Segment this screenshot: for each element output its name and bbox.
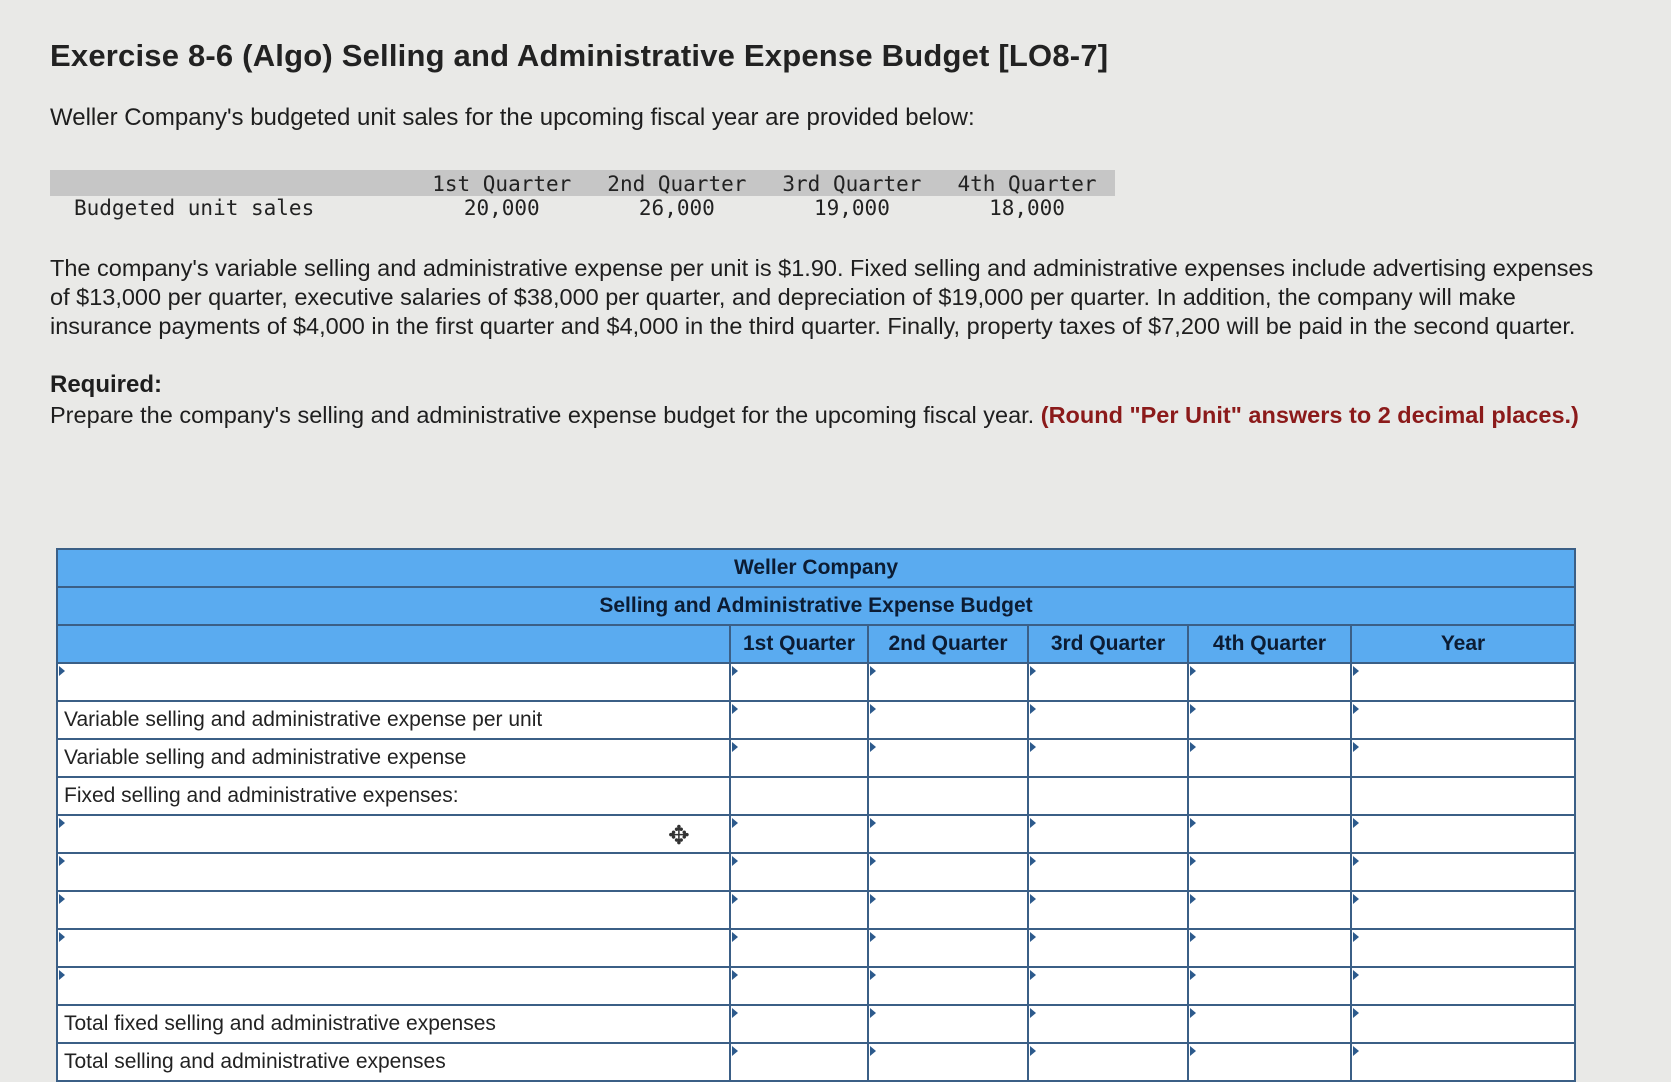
input-marker-icon xyxy=(1030,666,1036,676)
input-marker-icon xyxy=(1353,1008,1359,1018)
unit-sales-q3-header: 3rd Quarter xyxy=(782,172,922,196)
row-label: Variable selling and administrative expense xyxy=(57,739,730,777)
exercise-content xyxy=(50,38,1630,429)
answer-input[interactable] xyxy=(730,701,868,739)
col-header-q1: 1st Quarter xyxy=(730,625,868,663)
row-label-dropdown[interactable] xyxy=(57,663,730,701)
answer-input[interactable] xyxy=(1351,663,1575,701)
answer-input[interactable] xyxy=(1188,663,1351,701)
input-marker-icon xyxy=(870,1046,876,1056)
answer-input[interactable] xyxy=(868,701,1028,739)
input-marker-icon xyxy=(1030,1008,1036,1018)
input-marker-icon xyxy=(870,970,876,980)
answer-input[interactable] xyxy=(1028,967,1188,1005)
answer-input[interactable] xyxy=(868,1005,1028,1043)
answer-input[interactable] xyxy=(1351,929,1575,967)
input-marker-icon xyxy=(732,970,738,980)
row-label: Total selling and administrative expenses xyxy=(57,1043,730,1081)
answer-input[interactable] xyxy=(730,929,868,967)
dropdown-marker-icon xyxy=(59,818,65,828)
input-marker-icon xyxy=(732,932,738,942)
input-marker-icon xyxy=(732,704,738,714)
input-marker-icon xyxy=(1353,742,1359,752)
answer-input[interactable] xyxy=(1351,1005,1575,1043)
table-row xyxy=(57,663,1575,701)
table-row xyxy=(57,815,1575,853)
input-marker-icon xyxy=(1353,818,1359,828)
answer-input[interactable] xyxy=(1028,891,1188,929)
input-marker-icon xyxy=(732,894,738,904)
input-marker-icon xyxy=(1353,856,1359,866)
input-marker-icon xyxy=(870,818,876,828)
answer-input[interactable] xyxy=(868,967,1028,1005)
unit-sales-q3: 19,000 xyxy=(813,196,890,220)
input-marker-icon xyxy=(1030,704,1036,714)
dropdown-marker-icon xyxy=(59,932,65,942)
answer-input[interactable] xyxy=(1188,853,1351,891)
input-marker-icon xyxy=(732,1046,738,1056)
unit-sales-q4-header: 4th Quarter xyxy=(957,172,1097,196)
answer-input[interactable] xyxy=(868,1043,1028,1081)
col-header-q4: 4th Quarter xyxy=(1188,625,1351,663)
table-row xyxy=(57,967,1575,1005)
answer-input[interactable] xyxy=(1028,815,1188,853)
input-marker-icon xyxy=(1030,894,1036,904)
unit-sales-q4: 18,000 xyxy=(989,196,1065,220)
answer-input[interactable] xyxy=(1188,891,1351,929)
input-marker-icon xyxy=(870,666,876,676)
required-instruction: Prepare the company's selling and administrative expense budget for the upcoming fiscal year. xyxy=(50,402,1035,428)
input-marker-icon xyxy=(1190,742,1196,752)
answer-input[interactable] xyxy=(1351,967,1575,1005)
table-row xyxy=(57,929,1575,967)
answer-input[interactable] xyxy=(1188,739,1351,777)
table-row xyxy=(57,1043,1575,1081)
dropdown-marker-icon xyxy=(59,666,65,676)
budget-title: Selling and Administrative Expense Budget xyxy=(57,587,1575,625)
input-marker-icon xyxy=(870,856,876,866)
answer-input[interactable] xyxy=(868,853,1028,891)
row-label-dropdown[interactable] xyxy=(57,891,730,929)
col-header-q2: 2nd Quarter xyxy=(868,625,1028,663)
answer-input[interactable] xyxy=(1351,891,1575,929)
input-marker-icon xyxy=(1190,1008,1196,1018)
answer-input[interactable] xyxy=(1188,1043,1351,1081)
input-marker-icon xyxy=(1190,894,1196,904)
input-marker-icon xyxy=(1030,742,1036,752)
input-marker-icon xyxy=(1030,970,1036,980)
page-title: Exercise 8-6 (Algo) Selling and Administrative Expense Budget [LO8-7] xyxy=(50,38,1109,73)
row-label: Variable selling and administrative expense per unit xyxy=(57,701,730,739)
answer-input[interactable] xyxy=(730,1043,868,1081)
answer-input[interactable] xyxy=(868,815,1028,853)
answer-input[interactable] xyxy=(1188,967,1351,1005)
required-heading: Required: xyxy=(50,371,163,398)
answer-input[interactable] xyxy=(1351,1043,1575,1081)
unit-sales-table xyxy=(50,170,1115,222)
table-row xyxy=(57,777,1575,815)
unit-sales-q2: 26,000 xyxy=(638,196,715,220)
input-marker-icon xyxy=(1030,1046,1036,1056)
answer-input[interactable] xyxy=(1188,701,1351,739)
row-label-dropdown[interactable] xyxy=(57,929,730,967)
input-marker-icon xyxy=(870,1008,876,1018)
row-label: Fixed selling and administrative expenses: xyxy=(57,777,730,815)
rounding-note: (Round "Per Unit" answers to 2 decimal places.) xyxy=(1040,402,1579,428)
required-text xyxy=(50,401,1595,429)
answer-input[interactable] xyxy=(730,967,868,1005)
answer-input[interactable] xyxy=(1028,853,1188,891)
answer-input[interactable] xyxy=(1188,1005,1351,1043)
row-label-dropdown[interactable] xyxy=(57,853,730,891)
input-marker-icon xyxy=(1353,894,1359,904)
input-marker-icon xyxy=(870,894,876,904)
input-marker-icon xyxy=(1353,932,1359,942)
input-marker-icon xyxy=(1030,932,1036,942)
problem-description: The company's variable selling and administrative expense per unit is $1.90. Fixed selling and administrative expenses include advertising expenses of $13,000 per quarter, executive salaries of $38,000 per quarter, and depreciation of $19,000 per quarter. In addition, the company will make insurance payments of $4,000 in the first quarter and $4,000 in the third quarter. Finally, property taxes of $7,200 will be paid in the second quarter. xyxy=(50,255,1594,339)
input-marker-icon xyxy=(732,742,738,752)
dropdown-marker-icon xyxy=(59,970,65,980)
answer-input[interactable] xyxy=(730,663,868,701)
col-header-q3: 3rd Quarter xyxy=(1028,625,1188,663)
input-marker-icon xyxy=(732,1008,738,1018)
answer-input[interactable] xyxy=(1028,663,1188,701)
dropdown-marker-icon xyxy=(59,856,65,866)
input-marker-icon xyxy=(1190,818,1196,828)
answer-input[interactable] xyxy=(868,891,1028,929)
answer-input[interactable] xyxy=(868,929,1028,967)
table-row xyxy=(57,891,1575,929)
intro-text: Weller Company's budgeted unit sales for the upcoming fiscal year are provided below: xyxy=(50,104,975,131)
move-cursor-icon: ✥ xyxy=(668,820,690,850)
row-label-dropdown[interactable] xyxy=(57,815,730,853)
unit-sales-q2-header: 2nd Quarter xyxy=(607,172,747,196)
input-marker-icon xyxy=(870,704,876,714)
unit-sales-q1-header: 1st Quarter xyxy=(432,172,572,196)
company-name: Weller Company xyxy=(57,549,1575,587)
input-marker-icon xyxy=(1030,856,1036,866)
answer-input[interactable] xyxy=(730,739,868,777)
input-marker-icon xyxy=(1030,818,1036,828)
answer-input[interactable] xyxy=(730,1005,868,1043)
input-marker-icon xyxy=(1353,666,1359,676)
answer-input[interactable] xyxy=(1028,739,1188,777)
input-marker-icon xyxy=(1353,1046,1359,1056)
input-marker-icon xyxy=(870,932,876,942)
input-marker-icon xyxy=(1353,970,1359,980)
answer-input[interactable] xyxy=(730,853,868,891)
input-marker-icon xyxy=(1190,932,1196,942)
input-marker-icon xyxy=(732,818,738,828)
input-marker-icon xyxy=(1190,970,1196,980)
answer-input[interactable] xyxy=(1028,1005,1188,1043)
unit-sales-q1: 20,000 xyxy=(463,196,540,220)
answer-input[interactable] xyxy=(1028,929,1188,967)
input-marker-icon xyxy=(1190,1046,1196,1056)
input-marker-icon xyxy=(1190,704,1196,714)
col-header-year: Year xyxy=(1351,625,1575,663)
row-label: Total fixed selling and administrative expenses xyxy=(57,1005,730,1043)
answer-input[interactable] xyxy=(1028,1043,1188,1081)
unit-sales-label: Budgeted unit sales xyxy=(74,196,315,220)
answer-input[interactable] xyxy=(730,815,868,853)
table-row xyxy=(57,853,1575,891)
answer-input[interactable] xyxy=(1351,739,1575,777)
row-label-dropdown[interactable] xyxy=(57,967,730,1005)
dropdown-marker-icon xyxy=(59,894,65,904)
answer-input[interactable] xyxy=(1188,929,1351,967)
input-marker-icon xyxy=(1353,704,1359,714)
input-marker-icon xyxy=(732,856,738,866)
answer-input[interactable] xyxy=(868,663,1028,701)
table-row xyxy=(57,701,1575,739)
answer-input[interactable] xyxy=(1351,853,1575,891)
answer-input[interactable] xyxy=(1028,701,1188,739)
input-marker-icon xyxy=(870,742,876,752)
answer-input[interactable] xyxy=(1351,701,1575,739)
input-marker-icon xyxy=(732,666,738,676)
budget-worksheet xyxy=(56,548,1576,1082)
table-row xyxy=(57,739,1575,777)
answer-input[interactable] xyxy=(730,891,868,929)
input-marker-icon xyxy=(1190,856,1196,866)
answer-input[interactable] xyxy=(1188,815,1351,853)
table-row xyxy=(57,1005,1575,1043)
answer-input[interactable] xyxy=(1351,815,1575,853)
answer-input[interactable] xyxy=(868,739,1028,777)
input-marker-icon xyxy=(1190,666,1196,676)
